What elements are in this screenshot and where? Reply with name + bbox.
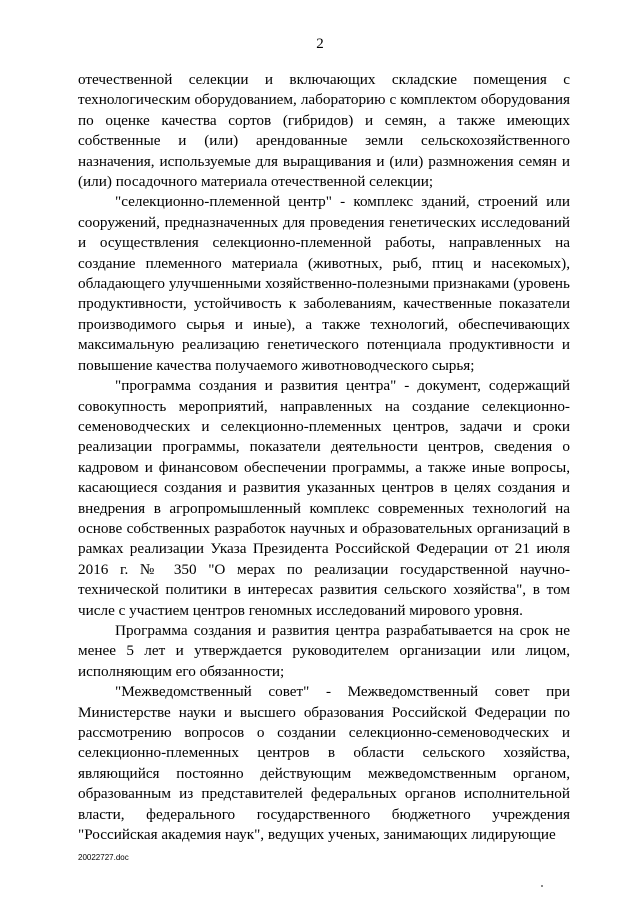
paragraph-breeding-center-definition: "селекционно-племенной центр" - комплекс зданий, строений или сооружений, предназначенных для проведения генетических исследований и осуществления селекционно-племенной работы, направленных на создание племенного материала (животных, рыб, птиц и насекомых), обладающего улучшенными хозяйственно-полезными признаками (уровень продуктивности, устойчивость к заболеваниям, качественные показатели производимого сырья и иные), а также технологий, обеспечивающих максимальную реализацию генетического потенциала продуктивности и повышение качества получаемого животноводческого сырья;: [78, 193, 570, 374]
page-number: 2: [316, 36, 324, 52]
document-body: [78, 70, 570, 845]
paragraph-program-definition: "программа создания и развития центра" - документ, содержащий совокупность мероприятий, направленных на создание селекционно-семеноводческих и селекционно-племенных центров, задачи и сроки реализации программы, показатели деятельности центров, сведения о кадровом и финансовом обеспечении программы, а также иные вопросы, касающиеся создания и развития указанных центров в целях создания и внедрения в агропромышленный комплекс современных технологий на основе собственных разработок научных и образовательных организаций в рамках реализации Указа Президента Российской Федерации от 21 июля 2016 г. № 350 "О мерах по реализации государственной научно-технической политики в интересах развития сельского хозяйства", в том числе с участием центров геномных исследований мирового уровня.: [78, 377, 570, 619]
scan-speck: [541, 885, 543, 887]
footer-filename: 20022727.doc: [78, 853, 129, 862]
paragraph-continuation: отечественной селекции и включающих складские помещения с технологическим оборудованием, лабораторию с комплектом оборудования по оценке качества сортов (гибридов) и семян, а также имеющих собственные и (или) арендованные земли сельскохозяйственного назначения, используемые для выращивания и (или) размножения семян и (или) посадочного материала отечественной селекции;: [78, 71, 570, 191]
paragraph-council-definition: "Межведомственный совет" - Межведомственный совет при Министерстве науки и высшего образования Российской Федерации по рассмотрению вопросов о создании селекционно-семеноводческих и селекционно-племенных центров в области сельского хозяйства, являющийся постоянно действующим межведомственным органом, образованным из представителей федеральных органов исполнительной власти, федерального государственного бюджетного учреждения "Российская академия наук", ведущих ученых, занимающих лидирующие: [78, 683, 570, 844]
paragraph-program-term: Программа создания и развития центра разрабатывается на срок не менее 5 лет и утверждается руководителем организации или лицом, исполняющим его обязанности;: [78, 621, 570, 680]
